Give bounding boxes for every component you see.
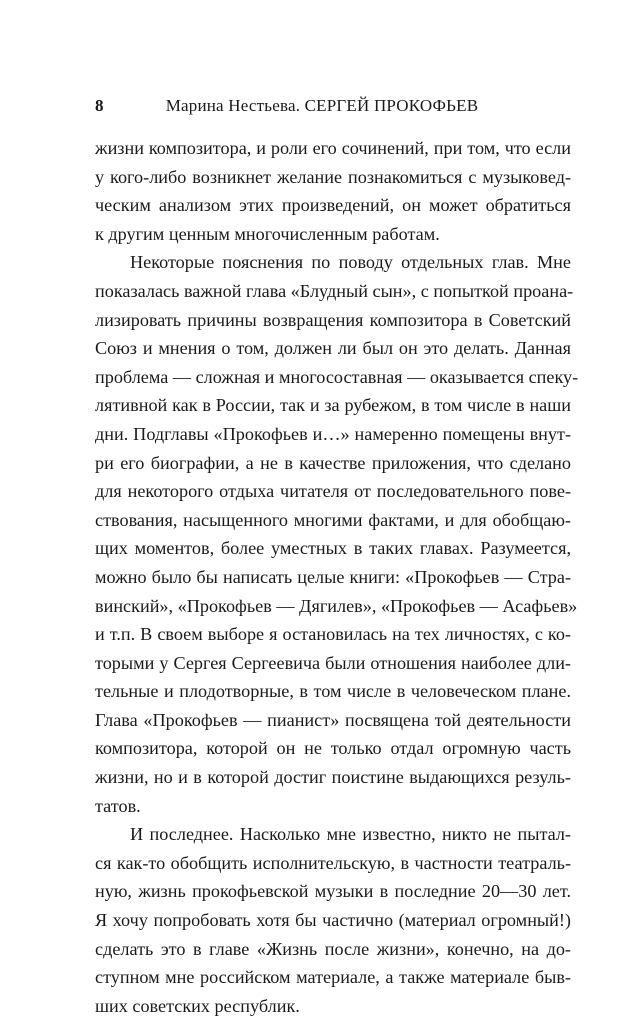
text-line: к другим ценным многочисленным работам. — [95, 223, 440, 244]
text-line: ную, жизнь прокофьевской музыки в последние 20—30 лет. — [95, 881, 571, 902]
text-line: Некоторые пояснения по поводу отдельных глав. Мне — [130, 252, 571, 273]
text-line: торыми у Сергея Сергеевича были отношения наиболее дли- — [95, 652, 571, 673]
page-header — [0, 96, 644, 120]
text-line: дни. Подглавы «Прокофьев и…» намеренно помещены внут- — [95, 423, 571, 444]
text-line: сделать это в главе «Жизнь после жизни», конечно, на до- — [95, 938, 571, 959]
page-number: 8 — [95, 96, 104, 115]
text-line: для некоторого отдыха читателя от последовательного пове- — [95, 481, 571, 502]
text-line: ствования, насыщенного многими фактами, и для обобщаю- — [95, 509, 571, 530]
text-line: татов. — [95, 795, 141, 816]
text-line: ся как-то обобщить исполнительскую, в частности театраль- — [95, 852, 571, 873]
text-line: композитора, которой он не только отдал огромную часть — [95, 738, 571, 759]
text-line: проблема — сложная и многосоставная — оказывается спеку- — [95, 366, 579, 387]
text-line: Глава «Прокофьев — пианист» посвящена той деятельности — [95, 709, 571, 730]
text-line: жизни композитора, и роли его сочинений, при том, что если — [95, 138, 571, 158]
text-line: ступном мне российском материале, а также материале быв- — [95, 967, 571, 988]
text-line: И последнее. Насколько мне известно, никто не пытал- — [130, 824, 571, 845]
text-line: и т.п. В своем выборе я остановилась на тех личностях, с ко- — [95, 624, 571, 645]
text-line: можно было бы написать целые книги: «Прокофьев — Стра- — [95, 566, 571, 587]
text-line: лизировать причины возвращения композитора в Советский — [95, 309, 571, 330]
text-line: винский», «Прокофьев — Дягилев», «Прокофьев — Асафьев» — [95, 595, 578, 616]
text-line: тельные и плодотворные, в том числе в человеческом плане. — [95, 681, 571, 702]
body-text — [95, 134, 579, 1020]
text-line: ших советских республик. — [95, 995, 300, 1016]
text-line: жизни, но и в которой достиг поистине выдающихся резуль- — [95, 767, 571, 788]
running-head: Марина Нестьева. СЕРГЕЙ ПРОКОФЬЕВ — [165, 96, 479, 115]
text-line: Я хочу попробовать хотя бы частично (материал огромный!) — [95, 910, 571, 931]
text-line: показалась важной глава «Блудный сын», с попыткой проана- — [95, 280, 574, 301]
text-line: Союз и мнения о том, должен ли был он это делать. Данная — [95, 338, 571, 359]
text-line: ческим анализом этих произведений, он может обратиться — [95, 195, 571, 216]
text-line: ри его биографии, а не в качестве приложения, что сделано — [95, 452, 571, 473]
text-line: щих моментов, более уместных в таких главах. Разумеется, — [95, 538, 571, 559]
text-line: лятивной как в России, так и за рубежом, в том числе в наши — [95, 395, 571, 416]
text-line: у кого-либо возникнет желание познакомиться с музыковед- — [95, 166, 571, 187]
